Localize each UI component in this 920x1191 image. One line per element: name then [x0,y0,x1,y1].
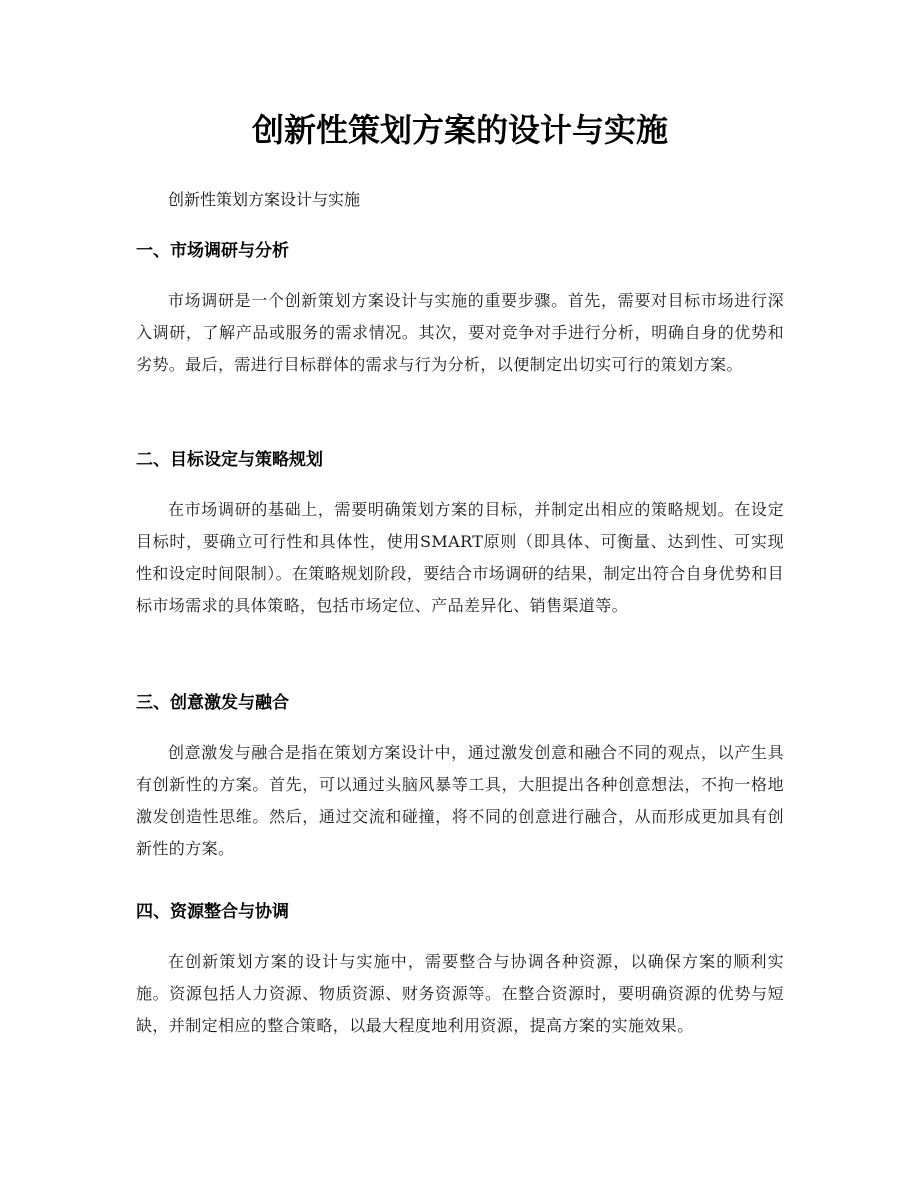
section-creative-fusion [136,689,784,865]
section-paragraph: 在市场调研的基础上，需要明确策划方案的目标，并制定出相应的策略规划。在设定目标时，要确立可行性和具体性，使用SMART原则（即具体、可衡量、达到性、可实现性和设定时间限制）。在策略规划阶段，要结合市场调研的结果，制定出符合自身优势和目标市场需求的具体策略，包括市场定位、产品差异化、销售渠道等。 [136,500,785,615]
section-paragraph: 在创新策划方案的设计与实施中，需要整合与协调各种资源，以确保方案的顺利实施。资源包括人力资源、物质资源、财务资源等。在整合资源时，要明确资源的优势与短缺，并制定相应的整合策略，以最大程度地利用资源，提高方案的实施效果。 [136,952,784,1035]
section-heading: 二、目标设定与策略规划 [136,450,323,470]
section-paragraph: 创意激发与融合是指在策划方案设计中，通过激发创意和融合不同的观点，以产生具有创新性的方案。首先，可以通过头脑风暴等工具，大胆提出各种创意想法，不拘一格地激发创造性思维。然后，通过交流和碰撞，将不同的创意进行融合，从而形成更加具有创新性的方案。 [136,743,784,858]
section-heading: 三、创意激发与融合 [136,693,289,713]
section-market-research [136,237,784,381]
section-heading: 四、资源整合与协调 [136,902,289,922]
section-resource-integration [136,898,784,1042]
document-title: 创新性策划方案的设计与实施 [251,111,668,149]
section-goal-strategy [136,446,784,622]
section-heading: 一、市场调研与分析 [136,241,289,261]
section-paragraph: 市场调研是一个创新策划方案设计与实施的重要步骤。首先，需要对目标市场进行深入调研，了解产品或服务的需求情况。其次，要对竞争对手进行分析，明确自身的优势和劣势。最后，需进行目标群体的需求与行为分析，以便制定出切实可行的策划方案。 [136,291,784,374]
document-subtitle: 创新性策划方案设计与实施 [168,190,361,209]
